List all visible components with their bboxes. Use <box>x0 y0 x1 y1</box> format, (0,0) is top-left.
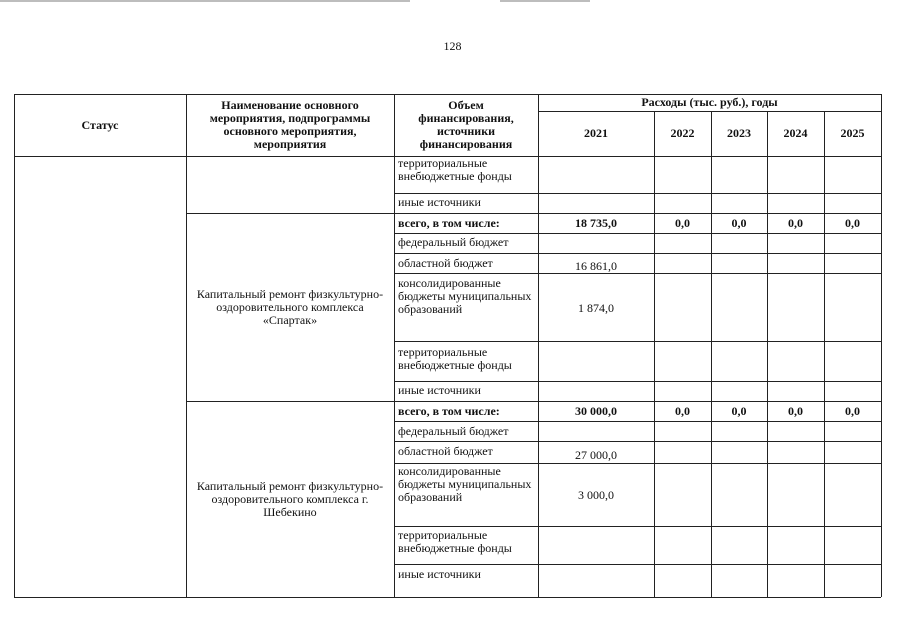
block1-total-2024: 0,0 <box>788 216 803 230</box>
source-regional: областной бюджет <box>398 256 493 270</box>
block1-total-2021: 18 735,0 <box>575 216 617 230</box>
table-border <box>14 597 881 598</box>
grid-line <box>394 564 881 565</box>
grid-line <box>394 193 881 194</box>
source-municipal: консолидированные бюджеты муниципальных образований <box>398 276 532 316</box>
source-regional: областной бюджет <box>398 444 493 458</box>
page-number: 128 <box>443 39 462 53</box>
block2-municipal-2021: 3 000,0 <box>578 488 614 502</box>
source-total: всего, в том числе: <box>398 216 500 230</box>
block1-total-2025: 0,0 <box>845 216 860 230</box>
grid-line <box>186 94 187 597</box>
source-other: иные источники <box>398 195 481 209</box>
source-other: иные источники <box>398 567 481 581</box>
source-other: иные источники <box>398 383 481 397</box>
source-federal: федеральный бюджет <box>398 424 509 438</box>
grid-line <box>538 94 539 597</box>
header-year-2021: 2021 <box>584 126 608 140</box>
grid-line <box>394 441 881 442</box>
header-year-2025: 2025 <box>840 126 865 140</box>
grid-line <box>767 111 768 597</box>
block2-regional-2021: 27 000,0 <box>575 448 617 462</box>
header-funding: Объем финансирования, источники финансирования <box>418 98 514 151</box>
grid-line <box>394 233 881 234</box>
block1-municipal-2021: 1 874,0 <box>578 301 614 315</box>
block1-regional-2021: 16 861,0 <box>575 259 617 273</box>
header-year-2022: 2022 <box>670 126 695 140</box>
source-municipal: консолидированные бюджеты муниципальных образований <box>398 464 532 504</box>
grid-line <box>394 341 881 342</box>
grid-line <box>394 94 395 597</box>
table-border <box>14 94 15 597</box>
block1-name: Капитальный ремонт физкультурно-оздоровительного комплекса «Спартак» <box>196 286 384 327</box>
block1-total-2022: 0,0 <box>675 216 690 230</box>
grid-line <box>711 111 712 597</box>
source-territorial: территориальные внебюджетные фонды <box>398 528 512 555</box>
header-expenses: Расходы (тыс. руб.), годы <box>641 95 778 109</box>
grid-line <box>394 421 881 422</box>
block2-total-2021: 30 000,0 <box>575 404 617 418</box>
source-territorial: территориальные внебюджетные фонды <box>398 156 512 183</box>
table-border <box>881 94 882 597</box>
block2-total-2023: 0,0 <box>731 404 747 418</box>
scan-artifact <box>0 0 410 2</box>
grid-line <box>394 526 881 527</box>
grid-line <box>394 253 881 254</box>
grid-line <box>394 273 881 274</box>
source-total: всего, в том числе: <box>398 404 500 418</box>
source-federal: федеральный бюджет <box>398 235 509 249</box>
grid-line <box>654 111 655 597</box>
source-territorial: территориальные внебюджетные фонды <box>398 345 512 372</box>
grid-line <box>394 381 881 382</box>
header-status: Статус <box>81 117 119 132</box>
block2-total-2022: 0,0 <box>675 404 690 418</box>
block2-name: Капитальный ремонт физкультурно-оздоровительного комплекса г. Шебекино <box>196 478 384 519</box>
header-year-2023: 2023 <box>727 126 751 140</box>
header-name: Наименование основного мероприятия, подпрограммы основного мероприятия, мероприятия <box>209 98 371 151</box>
grid-line <box>824 111 825 597</box>
header-year-2024: 2024 <box>783 126 808 140</box>
block2-total-2025: 0,0 <box>845 404 860 418</box>
block2-total-2024: 0,0 <box>788 404 803 418</box>
scan-artifact <box>500 0 590 2</box>
block1-total-2023: 0,0 <box>731 216 747 230</box>
